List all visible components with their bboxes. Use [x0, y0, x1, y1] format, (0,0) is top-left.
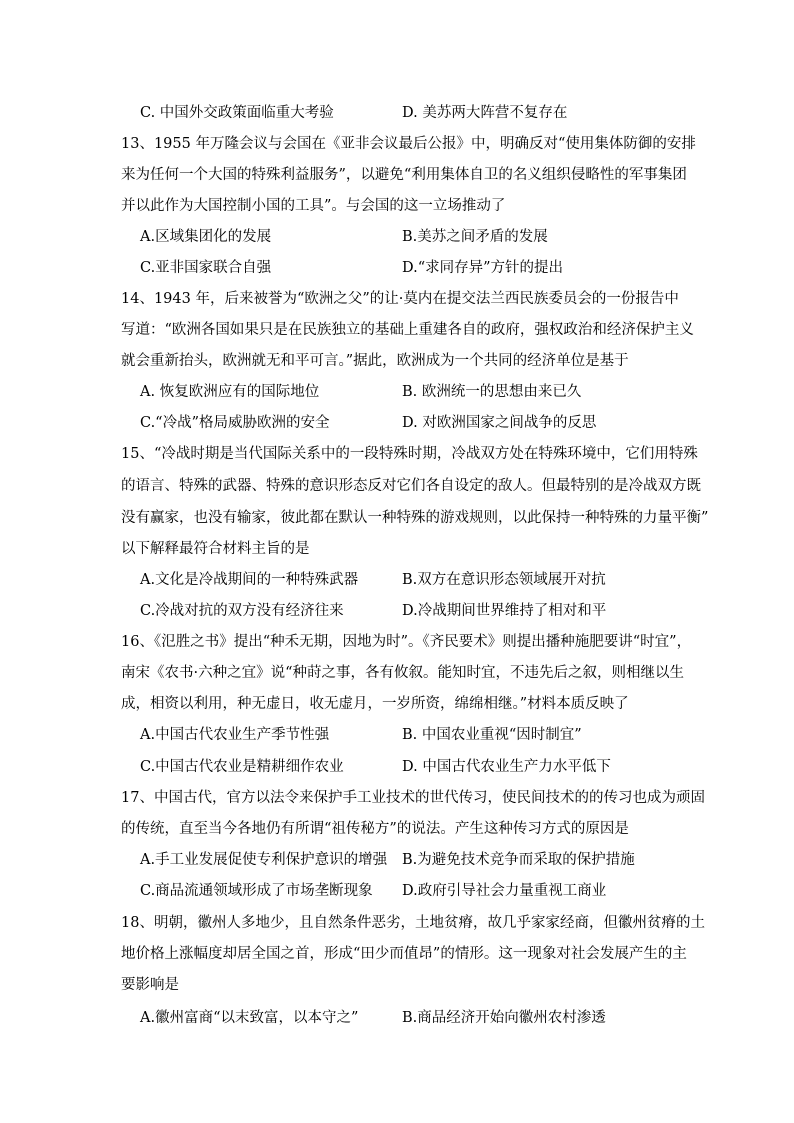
q13-option-d: D.“求同存异”方针的提出: [402, 260, 564, 276]
q16-option-d: D. 中国古代农业生产力水平低下: [402, 759, 611, 775]
q18-stem-line-3: 要影响是: [121, 977, 179, 993]
q14-option-b: B. 欧洲统一的思想由来已久: [402, 384, 582, 400]
q13-stem-line-1: 13、1955 年万隆会议与会国在《亚非会议最后公报》中，明确反对“使用集体防御的安排: [121, 136, 696, 152]
q18-option-a: A.徽州富商“以末致富，以本守之”: [140, 1010, 359, 1026]
q17-stem-line-1: 17、中国古代，官方以法令来保护手工业技术的世代传习，使民间技术的的传习也成为顽固: [121, 790, 705, 806]
q14-stem-line-2: 写道：“欧洲各国如果只是在民族独立的基础上重建各自的政府，强权政治和经济保护主义: [121, 322, 694, 338]
q17-option-c: C.商品流通领域形成了市场垄断现象: [140, 883, 373, 899]
q13-option-c: C.亚非国家联合自强: [140, 260, 272, 276]
q13-stem-line-3: 并以此作为大国控制小国的工具”。与会国的这一立场推动了: [121, 198, 506, 214]
q12-option-d: D. 美苏两大阵营不复存在: [402, 105, 568, 121]
q18-stem-line-2: 地价格上涨幅度却居全国之首，形成“田少而值昂”的情形。这一现象对社会发展产生的主: [121, 946, 687, 962]
q18-option-b: B.商品经济开始向徽州农村渗透: [402, 1010, 606, 1026]
q12-option-c: C. 中国外交政策面临重大考验: [140, 105, 334, 121]
q15-stem-line-2: 的语言、特殊的武器、特殊的意识形态反对它们各自设定的敌人。但最特别的是冷战双方既: [121, 478, 701, 494]
q16-option-b: B. 中国农业重视“因时制宜”: [402, 727, 582, 743]
q15-option-b: B.双方在意识形态领域展开对抗: [402, 572, 606, 588]
q17-option-b: B.为避免技术竞争而采取的保护措施: [402, 852, 635, 868]
q13-option-a: A.区域集团化的发展: [140, 229, 272, 245]
q15-option-a: A.文化是冷战期间的一种特殊武器: [140, 572, 359, 588]
q17-option-d: D.政府引导社会力量重视工商业: [402, 883, 607, 899]
q16-stem-line-1: 16、《氾胜之书》提出“种禾无期，因地为时”。《齐民要术》则提出播种施肥要讲“时宜”，: [121, 634, 692, 650]
q16-option-a: A.中国古代农业生产季节性强: [140, 727, 330, 743]
q17-option-a: A.手工业发展促使专利保护意识的增强: [140, 852, 388, 868]
q18-stem-line-1: 18、明朝，徽州人多地少，且自然条件恶劣，土地贫瘠，故几乎家家经商，但徽州贫瘠的土: [121, 915, 705, 931]
q16-option-c: C.中国古代农业是精耕细作农业: [140, 759, 344, 775]
q14-option-c: C.“冷战”格局威胁欧洲的安全: [140, 415, 330, 431]
q15-option-d: D.冷战期间世界维持了相对和平: [402, 603, 607, 619]
q14-option-a: A. 恢复欧洲应有的国际地位: [140, 384, 320, 400]
q13-option-b: B.美苏之间矛盾的发展: [402, 229, 548, 245]
q16-stem-line-3: 成，相资以利用，种无虚日，收无虚月，一岁所资，绵绵相继。”材料本质反映了: [121, 696, 629, 712]
q15-option-c: C.冷战对抗的双方没有经济往来: [140, 603, 344, 619]
q15-stem-line-4: 以下解释最符合材料主旨的是: [121, 541, 310, 557]
q17-stem-line-2: 的传统，直至当今各地仍有所谓“祖传秘方”的说法。产生这种传习方式的原因是: [121, 821, 629, 837]
q14-stem-line-3: 就会重新抬头，欧洲就无和平可言。”据此，欧洲成为一个共同的经济单位是基于: [121, 353, 629, 369]
q15-stem-line-3: 没有赢家，也没有输家，彼此都在默认一种特殊的游戏规则，以此保持一种特殊的力量平衡”: [121, 510, 709, 526]
q13-stem-line-2: 来为任何一个大国的特殊利益服务”，以避免“利用集体自卫的名义组织侵略性的军事集团: [121, 167, 687, 183]
q16-stem-line-2: 南宋《农书·六种之宜》说“种莳之事，各有攸叙。能知时宜，不违先后之叙，则相继以生: [121, 665, 685, 681]
q15-stem-line-1: 15、“冷战时期是当代国际关系中的一段特殊时期，冷战双方处在特殊环境中，它们用特殊: [121, 446, 698, 462]
q14-stem-line-1: 14、1943 年，后来被誉为“欧洲之父”的让·莫内在提交法兰西民族委员会的一份报告中: [121, 291, 679, 307]
q14-option-d: D. 对欧洲国家之间战争的反思: [402, 415, 597, 431]
